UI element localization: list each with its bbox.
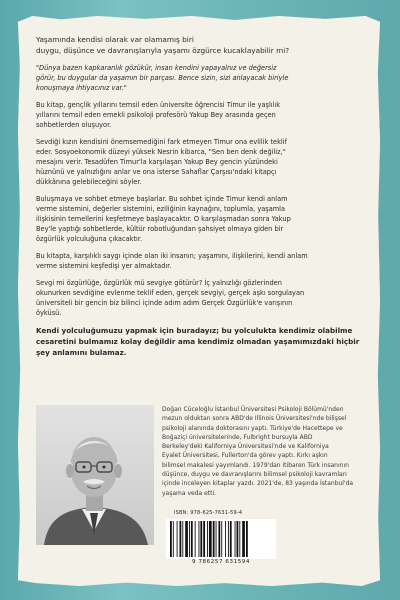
barcode-bar	[180, 521, 182, 557]
bio-line: yaşama veda etti.	[162, 489, 217, 497]
text-line: mesajını verir. Tesadüfen Timur'la karşılaşan Yakup Bey gencin yüzündeki	[36, 158, 278, 166]
barcode-digits: 9 786257 631594	[192, 559, 250, 565]
book-description	[36, 100, 364, 130]
bio-line: Eyalet Üniversitesi, Fullerton'da görev yaptı. Kırkı aşkın	[162, 452, 328, 460]
text-line: Yaşamında kendisi olarak var olamamış biri	[36, 35, 194, 44]
barcode-bar	[173, 521, 174, 557]
author-photo	[36, 405, 154, 545]
author-portrait-image	[36, 405, 154, 545]
barcode-bar	[246, 521, 248, 557]
text-line: okunurken sevdiğine evlenme teklif eden, gerçek sevgiyi, gerçek aşkı sorgulayan	[36, 289, 305, 297]
barcode-bar	[230, 521, 232, 557]
text-line: dükkânına gelebileceğini söyler.	[36, 178, 142, 186]
bio-line: Doğan Cüceloğlu İstanbul Üniversitesi Psikoloji Bölümü'nden	[162, 406, 344, 413]
question-paragraph	[36, 278, 364, 318]
barcode-bar	[242, 521, 245, 557]
barcode-bar	[170, 521, 172, 557]
story-paragraph	[36, 137, 364, 187]
text-line: verme sistemini, değerler sistemini, eziliğinin kaynağını, toplumla, yaşamla	[36, 205, 286, 213]
back-cover-text	[36, 34, 364, 365]
author-bio	[162, 405, 366, 498]
barcode-bar	[203, 521, 205, 557]
text-line: duygu, düşünce ve davranışlarıyla yaşamı özgürce kucaklayabilir mi?	[36, 46, 290, 55]
text-line: konuşmaya ihtiyacınız var."	[36, 84, 127, 92]
text-line: Sevdiği kızın kendisini önemsemediğini fark etmeyen Timur ona evlilik teklif	[36, 138, 287, 146]
barcode	[166, 519, 276, 559]
barcode-bar	[239, 521, 240, 557]
barcode-bar	[200, 521, 202, 557]
isbn-label: ISBN: 978-625-7631-59-4	[174, 510, 243, 516]
bio-line: Berkeley'deki Kaliforniya Üniversitesi'nde ve Kaliforniya	[162, 443, 329, 451]
bio-line: mezun olduktan sonra ABD'de Illinois Üniversitesi'nde bilişsel	[162, 415, 347, 423]
bio-line: içinde inceleyen kitaplar yazdı. 2021'de, 83 yaşında İstanbul'da	[162, 480, 354, 488]
text-line: verme sistemini keşfedişi yer almaktadır.	[36, 262, 172, 270]
meeting-paragraph	[36, 194, 364, 244]
text-line: üniversiteli bir gencin biz bilinci içinde adım adım Gerçek Özgürlük'e varışının	[36, 299, 293, 307]
barcode-bar	[237, 521, 239, 557]
barcode-bar	[218, 521, 220, 557]
barcode-bar	[182, 521, 183, 557]
barcode-bar	[225, 521, 226, 557]
barcode-bar	[189, 521, 190, 557]
barcode-bar	[228, 521, 229, 557]
text-line: özgürlük yolculuğuna çıkacaktır.	[36, 235, 143, 243]
text-line: Bu kitap, gençlik yıllarını temsil eden üniversite öğrencisi Timur ile yaşlılık	[36, 101, 281, 109]
bio-line: bilimsel makalesi yayımlandı. 1979'dan itibaren Türk insanının	[162, 461, 349, 469]
barcode-bar	[235, 521, 236, 557]
barcode-bar	[199, 521, 200, 557]
barcode-bar	[209, 521, 212, 557]
text-line: sohbetlerden oluşuyor.	[36, 121, 112, 129]
text-line: yıllarını temsil eden emekli psikoloji profesörü Yakup Bey arasında geçen	[36, 111, 276, 119]
text-line: cesaretini bulmamız kolay değildir ama kendimiz olmadan yaşamımızdaki hiçbir	[36, 337, 360, 346]
quote-paragraph	[36, 63, 364, 93]
text-line: "Dünya bazen kapkaranlık gözükür, insan kendini yapayalnız ve değersiz	[36, 64, 277, 72]
barcode-bar	[216, 521, 217, 557]
text-line: Bey'le yaptığı sohbetlerde, kültür robotluğundan şahsiyet olmaya giden bir	[36, 225, 284, 233]
bio-line: düşünce, duygu ve davranışlarını bilimsel psikoloji kavramları	[162, 471, 347, 479]
text-line: Kendi yolculuğumuzu yapmak için buradayız; bu yolculukta kendimiz olabilme	[36, 326, 353, 335]
barcode-bar	[177, 521, 178, 557]
text-line: ilişkisinin temellerini keşfetmeye başlayacaktır. O karşılaşmadan sonra Yakup	[36, 215, 291, 223]
bio-line: Boğaziçi üniversitelerinde, Fulbright bursuyla ABD	[162, 433, 313, 441]
text-line: şey anlamını bulamaz.	[36, 348, 127, 357]
barcode-bar	[213, 521, 215, 557]
closing-paragraph	[36, 325, 364, 358]
text-line: Buluşmaya ve sohbet etmeye başlarlar. Bu sohbet içinde Timur kendi anlam	[36, 195, 288, 203]
barcode-bar	[207, 521, 208, 557]
barcode-bar	[221, 521, 222, 557]
text-line: Bu kitapta, karşılıklı saygı içinde olan iki insanın; yaşamını, ilişkilerini, kendi anlam	[36, 252, 308, 260]
barcode-bars	[166, 519, 276, 559]
respect-paragraph	[36, 251, 364, 271]
author-section	[36, 400, 364, 580]
text-line: görür, bu duygular da yaşamın bir parçası. Bence sizin, sizi anlayacak biriyle	[36, 74, 289, 82]
barcode-bar	[191, 521, 193, 557]
text-line: Sevgi mi özgürlüğe, özgürlük mü sevgiye götürür? İç yalnızlığı gözlerinden	[36, 279, 282, 287]
text-line: öyküsü.	[36, 309, 62, 317]
intro-question	[36, 34, 364, 56]
barcode-bar	[185, 521, 188, 557]
text-line: hüznünü ve yalnızlığını anlar ve ona isterse Sahaflar Çarşısı'ndaki kitapçı	[36, 168, 277, 176]
bio-line: psikoloji alanında doktorasını yaptı. Türkiye'de Hacettepe ve	[162, 424, 343, 432]
text-line: eder. Sosyoekonomik düzeyi yüksek Nesrin kibarca, "Sen ben denk değiliz,"	[36, 148, 286, 156]
barcode-bar	[195, 521, 196, 557]
